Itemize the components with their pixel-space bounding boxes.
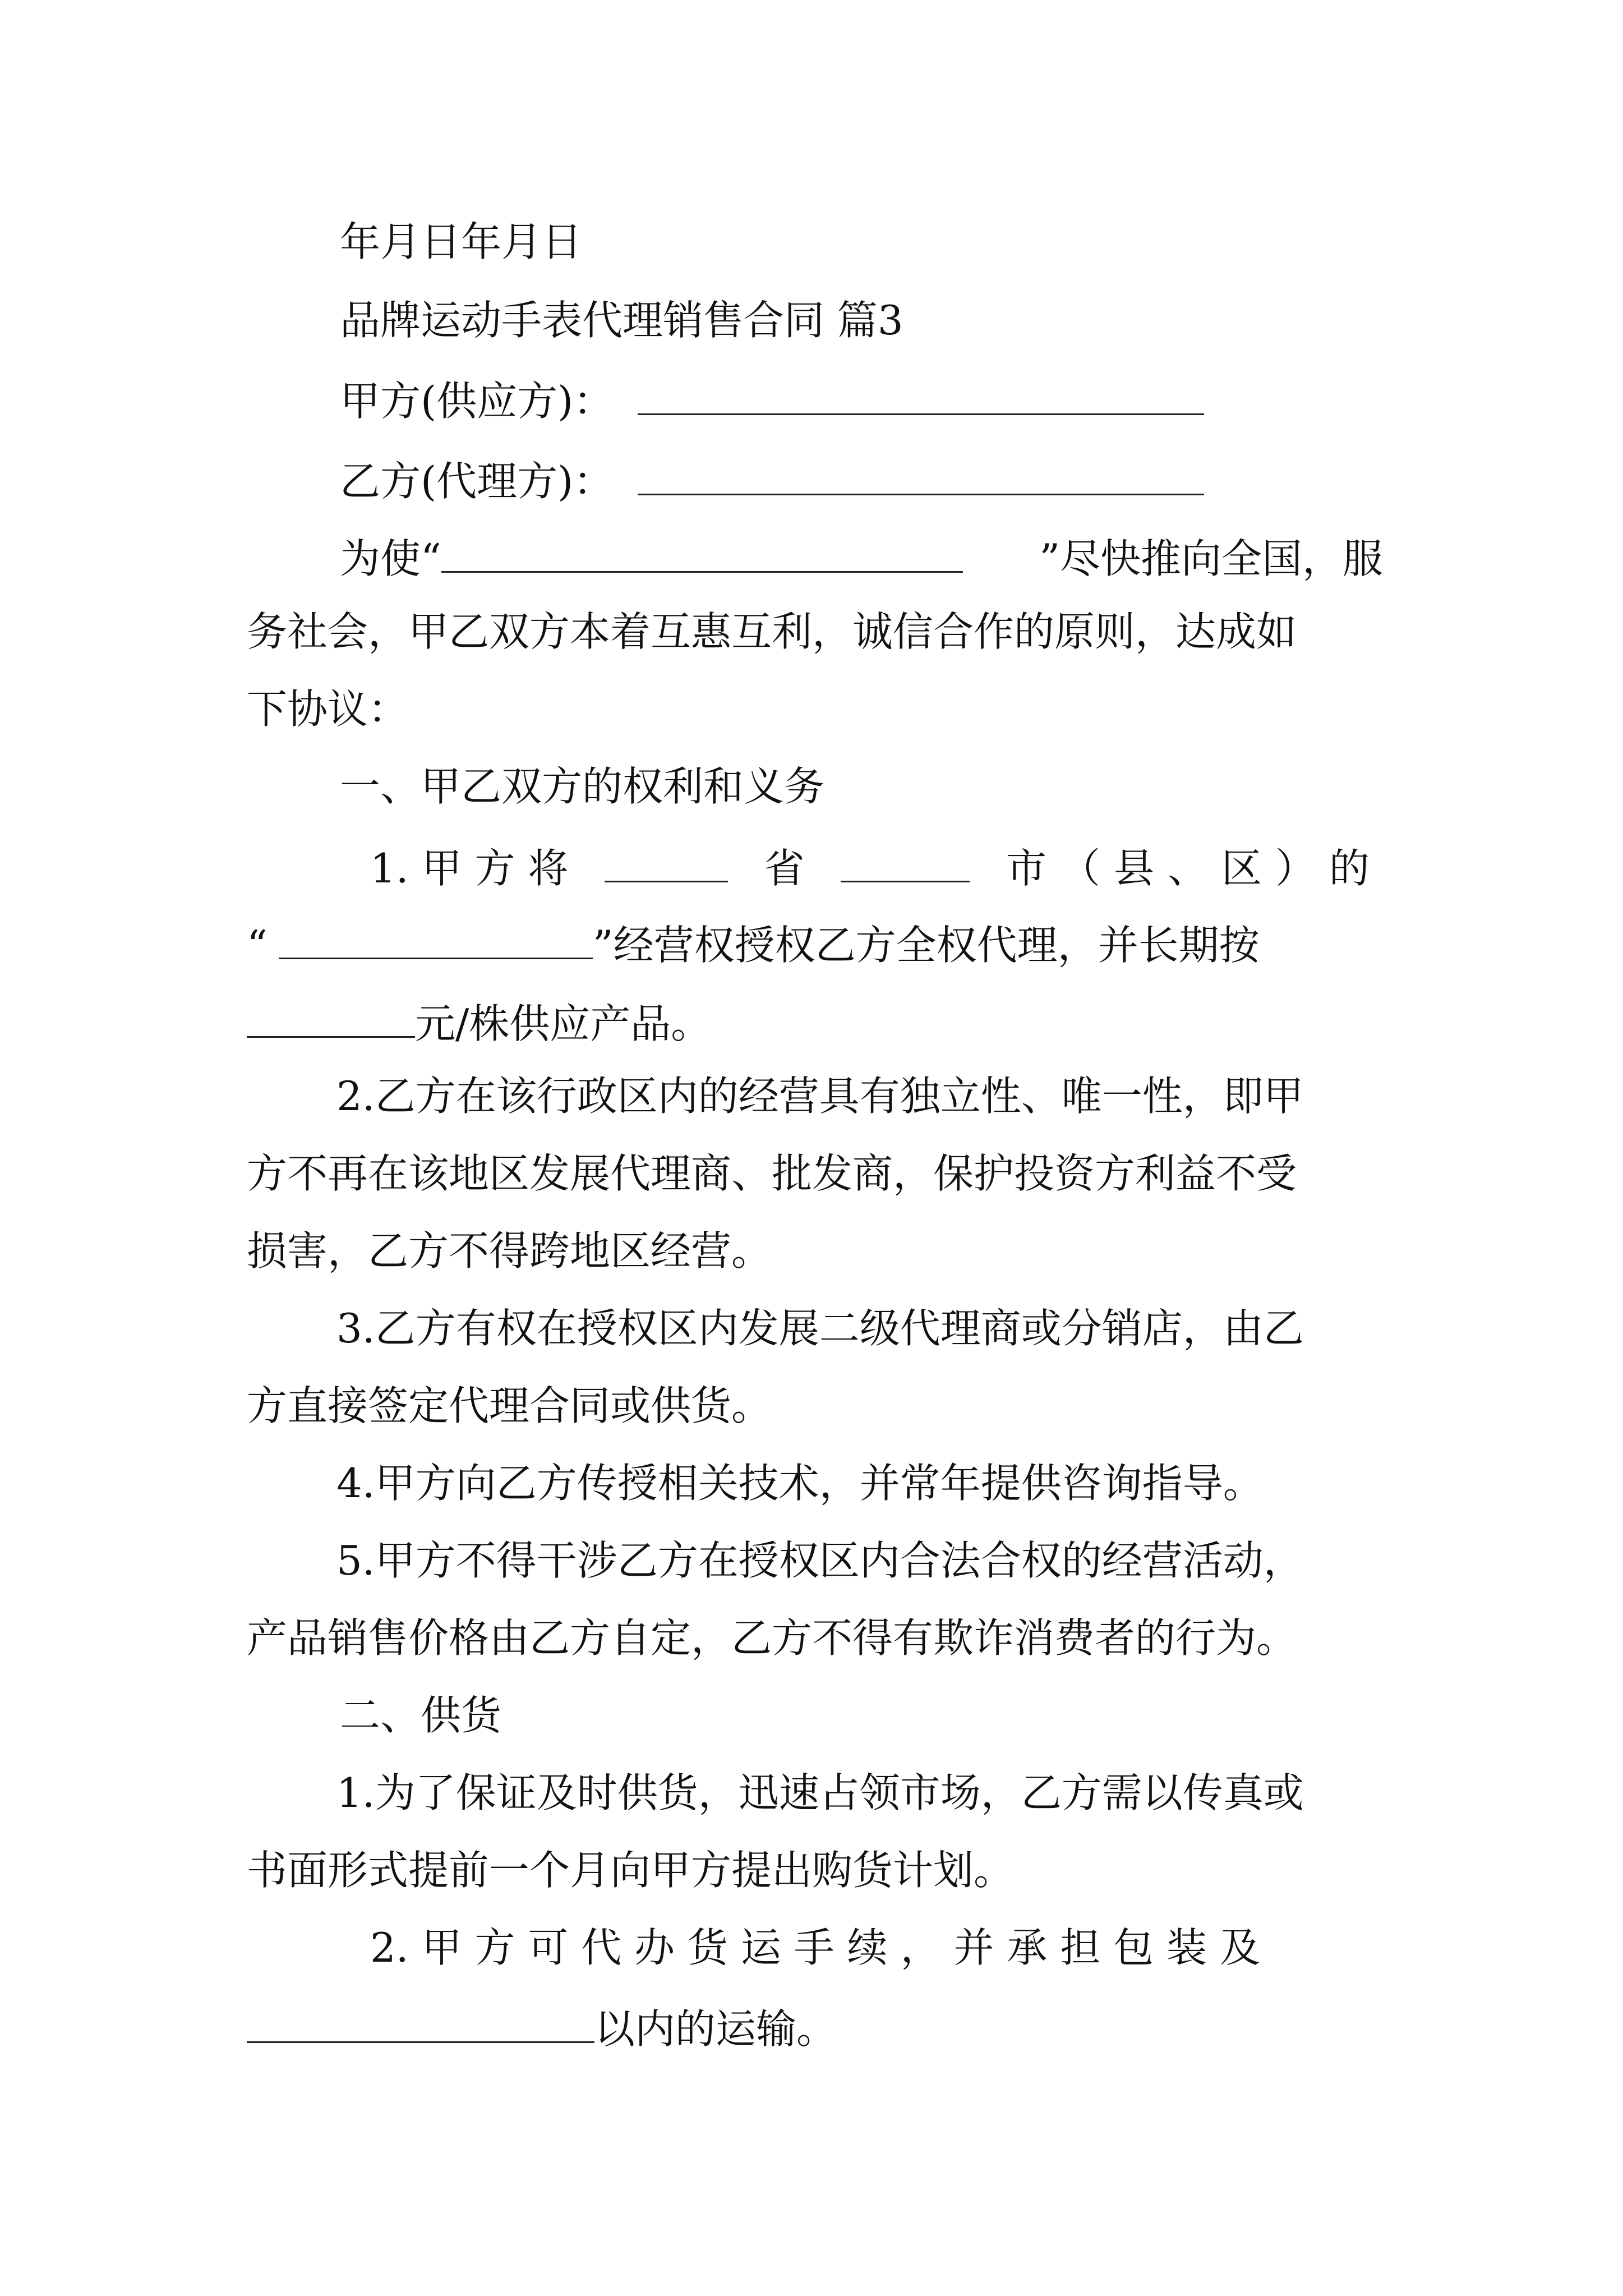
- s2-item-1-line-1: 1.为了保证及时供货，迅速占领市场，乙方需以传真或: [336, 1769, 1304, 1816]
- intro-end: ”尽快推向全国，服: [1039, 535, 1383, 582]
- item-5-line-2: 产品销售价格由乙方自定，乙方不得有欺诈消费者的行为。: [247, 1614, 1297, 1662]
- item-2-line-2: 方不再在该地区发展代理商、批发商，保护投资方利益不受: [247, 1150, 1297, 1197]
- item-4-line-1: 4.甲方向乙方传授相关技术，并常年提供咨询指导。: [336, 1460, 1264, 1507]
- contract-heading: [340, 297, 903, 344]
- party-b-label: 乙方(代理方)：: [340, 457, 614, 505]
- party-a-line: [340, 377, 1204, 425]
- s2-item-1-line-2: 书面形式提前一个月向甲方提出购货计划。: [247, 1847, 1015, 1894]
- party-a-label: 甲方(供应方)：: [340, 377, 614, 425]
- date-line-text: 年月日年月日: [340, 218, 583, 265]
- date-line: [340, 218, 583, 265]
- intro-line-2: 务社会，甲乙双方本着互惠互利，诚信合作的原则，达成如: [247, 608, 1297, 655]
- city-blank: [841, 844, 970, 882]
- province-blank: [605, 844, 728, 882]
- item-2-line-1: 2.乙方在该行政区内的经营具有独立性、唯一性，即甲: [336, 1073, 1304, 1120]
- price-blank: [247, 1000, 415, 1038]
- section-2-title: 二、供货: [340, 1692, 502, 1739]
- item-5-line-1: 5.甲方不得干涉乙方在授权区内合法合权的经营活动，: [336, 1537, 1304, 1584]
- s2-item-2-line-2: 以内的运输。: [247, 2005, 837, 2049]
- intro-line-1: [340, 535, 1383, 582]
- contract-heading-text: 品牌运动手表代理销售合同 篇3: [340, 297, 903, 344]
- party-a-blank: [638, 377, 1204, 415]
- product-name-blank: [441, 535, 963, 573]
- item-3-line-2: 方直接签定代理合同或供货。: [247, 1382, 772, 1429]
- item-1-line-2: “ ”经营权授权乙方全权代理，并长期按: [247, 921, 1260, 969]
- party-b-blank: [638, 457, 1204, 495]
- item-1-line-1: 1. 甲 方 将 省 市（县、区）的: [370, 844, 1383, 892]
- intro-start: 为使“: [340, 535, 963, 579]
- intro-line-3: 下协议：: [247, 685, 409, 733]
- item-2-line-3: 损害，乙方不得跨地区经营。: [247, 1227, 772, 1274]
- brand-blank: [279, 921, 593, 959]
- item-1-line-3: 元/株供应产品。: [247, 1000, 711, 1044]
- item-3-line-1: 3.乙方有权在授权区内发展二级代理商或分销店，由乙: [336, 1305, 1304, 1352]
- s2-item-2-line-1: 2. 甲 方 可 代 办 货 运 手 续 ， 并 承 担 包 装 及: [370, 1924, 1260, 1971]
- transport-range-blank: [247, 2005, 594, 2043]
- section-1-title: 一、甲乙双方的权利和义务: [340, 763, 825, 810]
- party-b-line: [340, 457, 1204, 505]
